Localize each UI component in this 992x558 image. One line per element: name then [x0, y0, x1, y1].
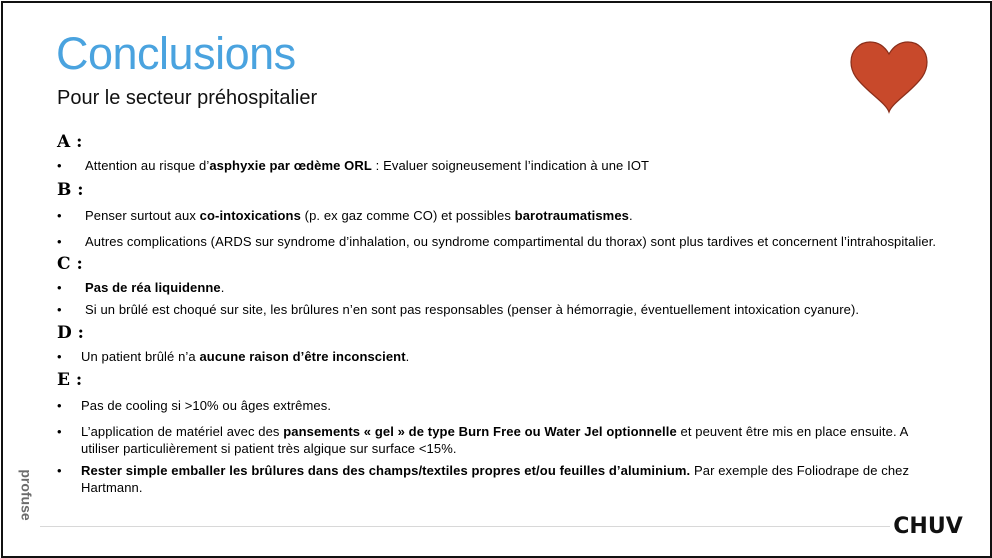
bullet-point: • [57, 424, 62, 439]
list-item: • Attention au risque d’asphyxie par œdème ORL : Evaluer soigneusement l’indication à une IOT [57, 158, 650, 173]
list-item: • Si un brûlé est choqué sur site, les brûlures n’en sont pas responsables (penser à hémorragie, éventuellement intoxication cyanure). [57, 302, 860, 317]
side-brand-logo [12, 448, 38, 542]
list-item: • Penser surtout aux co-intoxications (p. ex gaz comme CO) et possibles barotraumatismes. [57, 208, 633, 223]
list-item: • Autres complications (ARDS sur syndrome d’inhalation, ou syndrome compartimental du thorax) sont plus tardives et concernent l’intrahospitalier. [57, 234, 937, 249]
bullet-point: • [57, 208, 62, 223]
bullet-point: • [57, 398, 62, 413]
bullet-point: • [57, 302, 62, 317]
section-heading-e: E : [57, 370, 83, 390]
list-item: • Pas de réa liquidenne. [57, 280, 225, 295]
list-item: • Rester simple emballer les brûlures dans des champs/textiles propres et/ou feuilles d’aluminium. Par exemple des Foliodrape de chez Hartmann. [57, 463, 910, 495]
section-heading-c: C : [57, 254, 83, 274]
chuv-logo-text: CHUV [893, 514, 963, 539]
bullet-point: • [57, 280, 62, 295]
side-logo-text: profuse [18, 469, 35, 521]
bullet-point: • [57, 463, 62, 478]
bullet-point: • [57, 234, 62, 249]
list-item: • Un patient brûlé n’a aucune raison d’être inconscient. [57, 349, 410, 364]
slide-content [57, 132, 937, 496]
list-item: • L’application de matériel avec des pansements « gel » de type Burn Free ou Water Jel optionnelle et peuvent être mis en place ensuite. A utiliser particulièrement si patient très algique sur surface <15%. [57, 424, 908, 456]
section-heading-d: D : [57, 323, 84, 343]
heart-icon [849, 40, 929, 115]
chuv-logo [893, 508, 963, 542]
bullet-point: • [57, 349, 62, 364]
footer-divider [40, 526, 890, 527]
list-item: • Pas de cooling si >10% ou âges extrêmes. [57, 398, 332, 413]
slide-subtitle: Pour le secteur préhospitalier [57, 87, 318, 109]
slide-title: Conclusions [56, 28, 296, 79]
bullet-point: • [57, 158, 62, 173]
section-heading-a: A : [57, 132, 83, 152]
section-heading-b: B : [57, 180, 84, 200]
